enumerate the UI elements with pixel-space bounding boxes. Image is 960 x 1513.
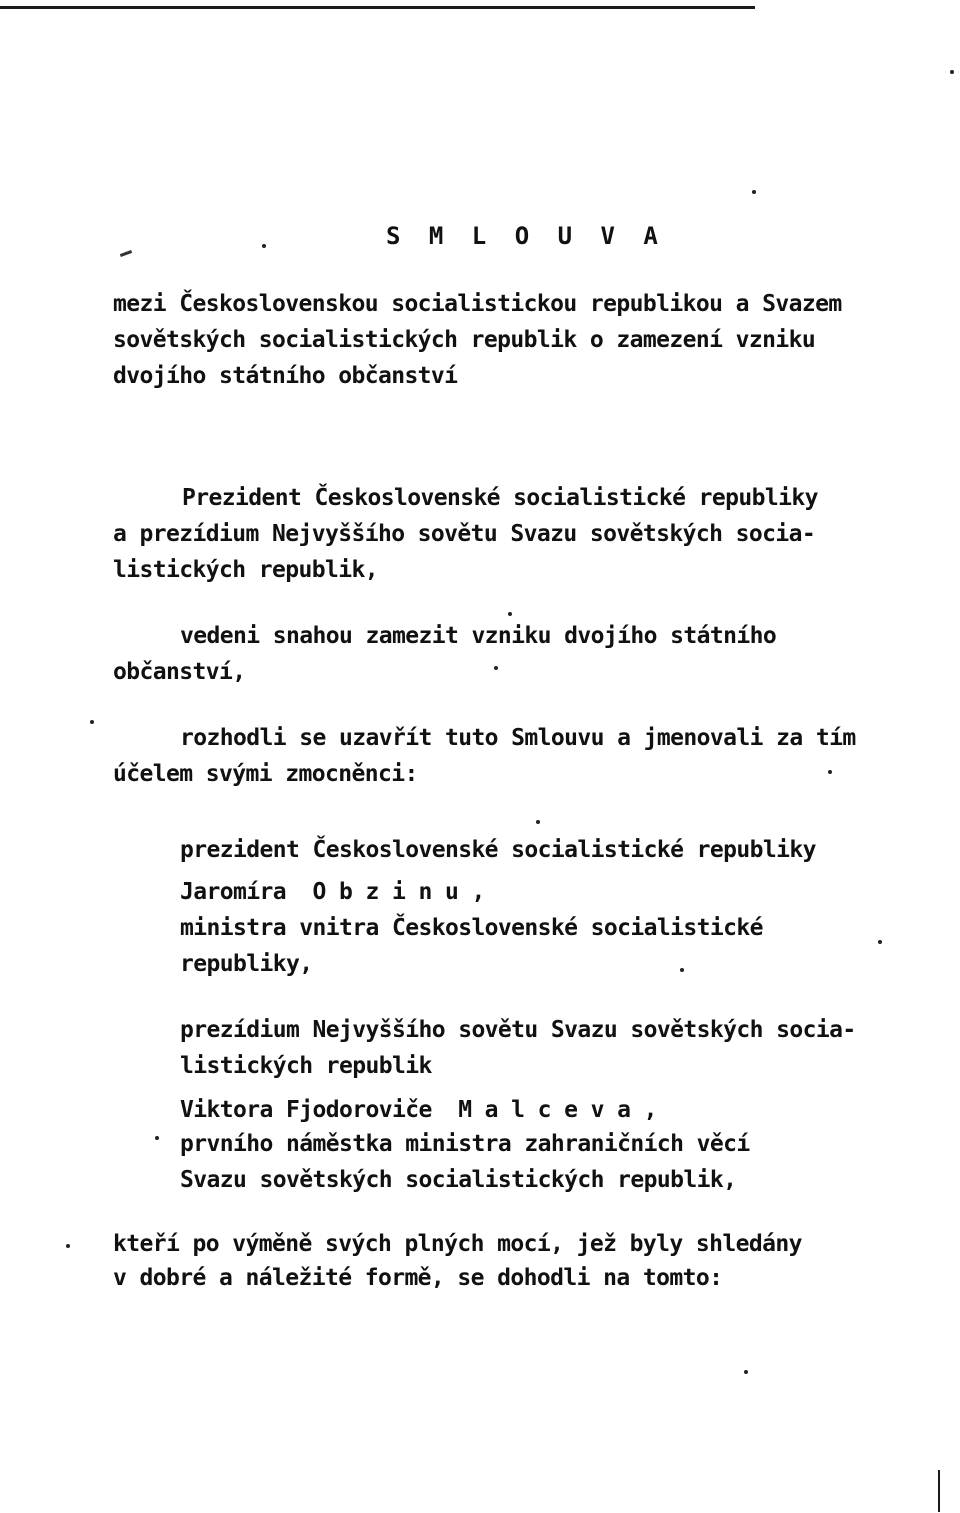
speck xyxy=(950,70,954,74)
heading-line: dvojího státního občanství xyxy=(113,363,458,389)
preamble-line: a prezídium Nejvyššího sovětu Svazu sovětských socia- xyxy=(113,521,816,547)
speck xyxy=(680,968,684,972)
heading-line: mezi Československou socialistickou republikou a Svazem xyxy=(113,291,842,317)
speck xyxy=(155,1136,159,1140)
speck xyxy=(536,820,540,824)
closing-line: kteří po výměně svých plných mocí, jež byly shledány xyxy=(113,1231,802,1257)
top-rule xyxy=(0,6,755,9)
plenipotentiary-2-line: Viktora Fjodoroviče M a l c e v a , xyxy=(180,1097,657,1123)
decision-line: rozhodli se uzavřít tuto Smlouvu a jmenovali za tím xyxy=(180,725,856,751)
plenipotentiary-2-line: Svazu sovětských socialistických republik, xyxy=(180,1167,737,1193)
speck xyxy=(262,244,266,248)
plenipotentiary-2-line: prvního náměstka ministra zahraničních věcí xyxy=(180,1131,750,1157)
speck xyxy=(508,612,512,616)
speck xyxy=(878,940,882,944)
preamble-line: listických republik, xyxy=(113,557,378,583)
speck xyxy=(66,1244,70,1248)
document-title: S M L O U V A xyxy=(386,222,665,250)
speck xyxy=(744,1370,748,1374)
plenipotentiary-1-line: ministra vnitra Československé socialistické xyxy=(180,915,763,941)
decision-line: účelem svými zmocněnci: xyxy=(113,761,418,787)
plenipotentiary-2-line: prezídium Nejvyššího sovětu Svazu sovětských socia- xyxy=(180,1017,856,1043)
margin-mark xyxy=(938,1470,940,1512)
speck xyxy=(752,190,756,194)
preamble-line: Prezident Československé socialistické republiky xyxy=(182,485,818,511)
plenipotentiary-1-line: Jaromíra O b z i n u , xyxy=(180,879,485,905)
plenipotentiary-1-line: prezident Československé socialistické republiky xyxy=(180,837,816,863)
stray-mark xyxy=(120,250,132,257)
motive-line: občanství, xyxy=(113,659,246,685)
plenipotentiary-1-line: republiky, xyxy=(180,951,313,977)
speck xyxy=(494,666,498,670)
speck xyxy=(90,720,94,724)
heading-line: sovětských socialistických republik o zamezení vzniku xyxy=(113,327,816,353)
closing-line: v dobré a náležité formě, se dohodli na tomto: xyxy=(113,1265,723,1291)
plenipotentiary-2-line: listických republik xyxy=(180,1053,432,1079)
motive-line: vedeni snahou zamezit vzniku dvojího státního xyxy=(180,623,777,649)
speck xyxy=(828,770,832,774)
